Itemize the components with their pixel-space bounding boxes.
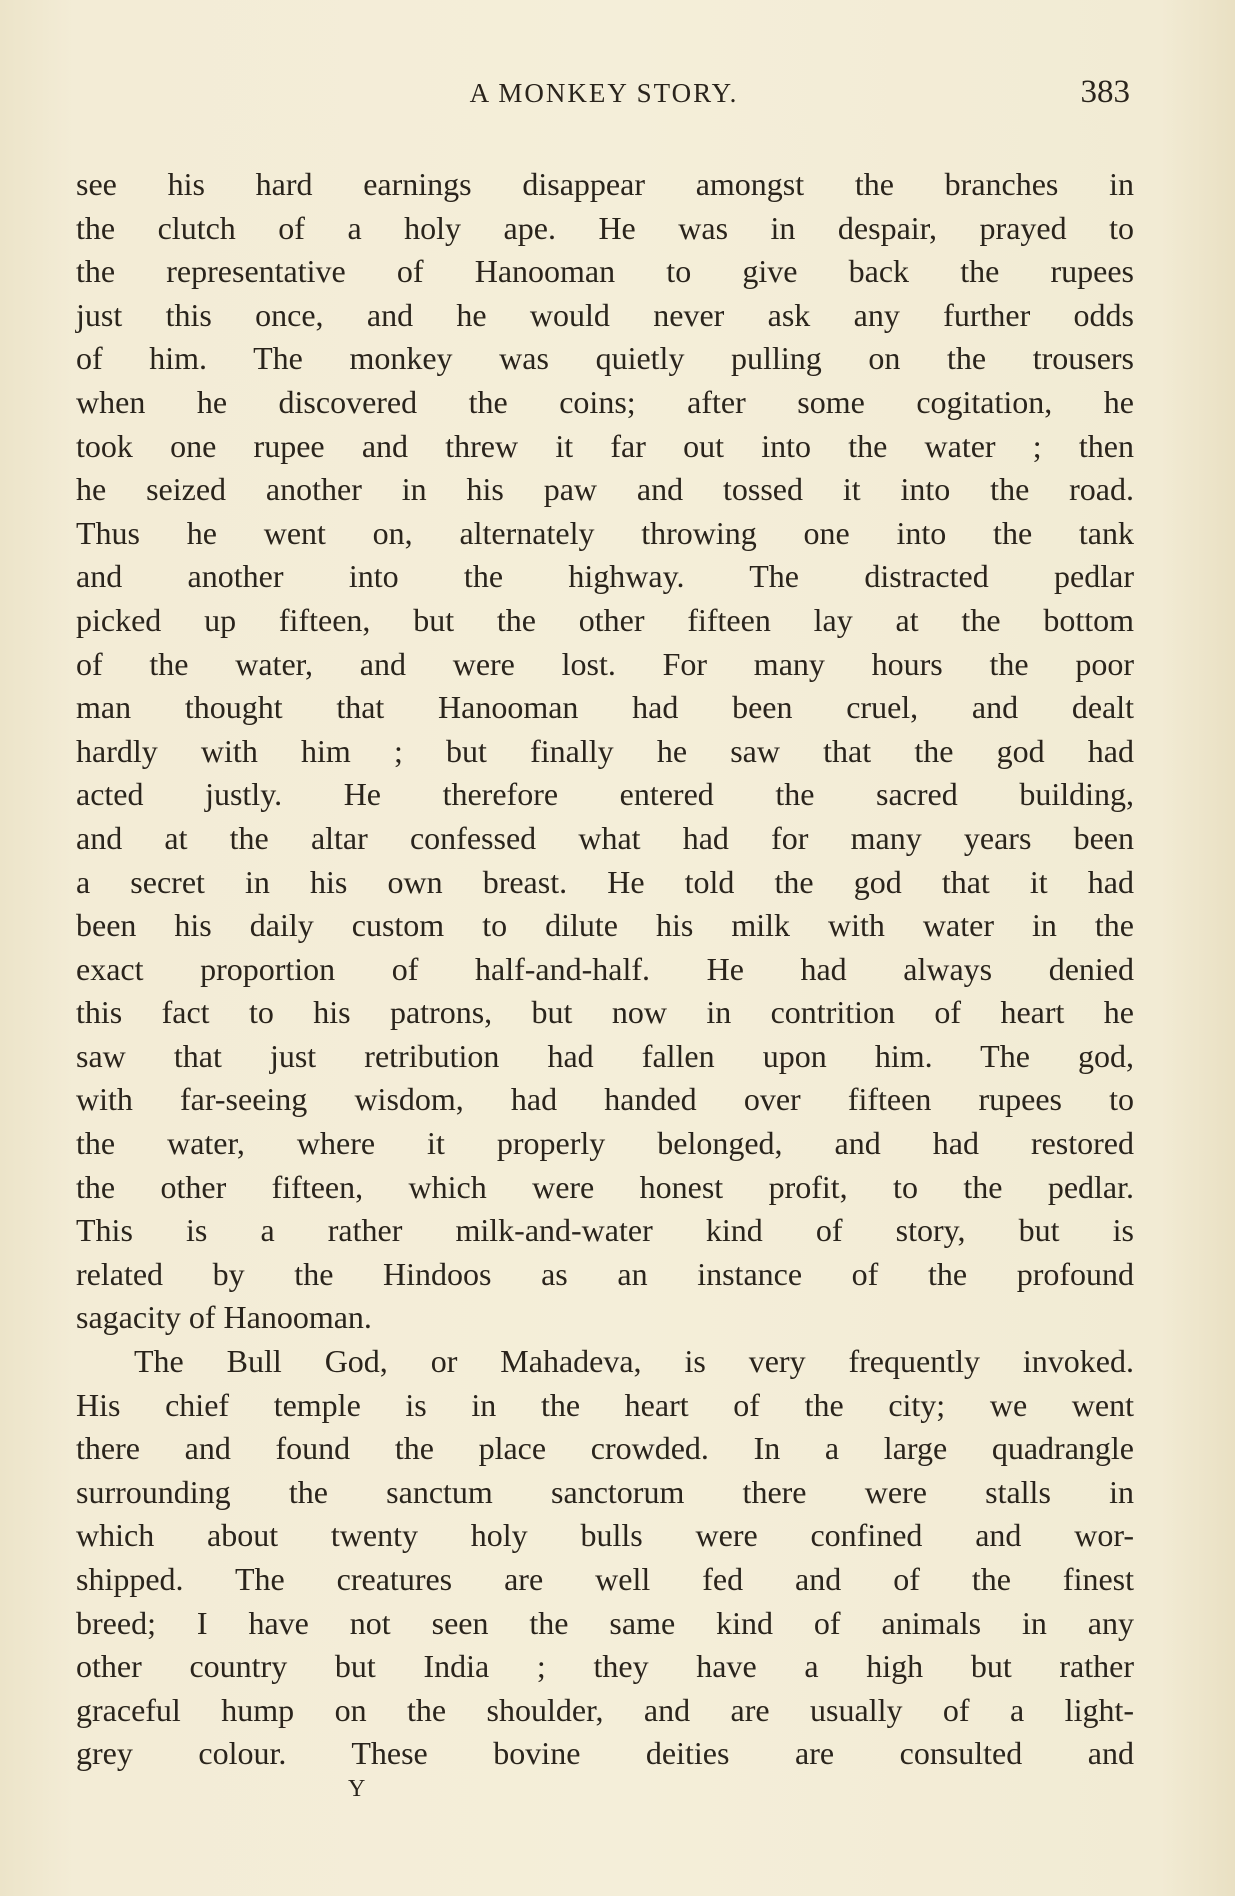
text-line: took one rupee and threw it far out into the water ; then <box>76 427 1134 464</box>
text-line: This is a rather milk-and-water kind of story, but is <box>76 1212 1134 1249</box>
text-line: the other fifteen, which were honest profit, to the pedlar. <box>76 1168 1134 1205</box>
body-text <box>76 163 1134 1776</box>
text-line: other country but India ; they have a high but rather <box>76 1648 1134 1685</box>
text-line: related by the Hindoos as an instance of the profound <box>76 1255 1134 1292</box>
text-line: Thus he went on, alternately throwing one into the tank <box>76 514 1134 551</box>
text-line: the clutch of a holy ape. He was in despair, prayed to <box>76 209 1134 246</box>
signature-mark: Y <box>348 1776 366 1802</box>
text-line: hardly with him ; but finally he saw that the god had <box>76 732 1134 769</box>
text-line: he seized another in his paw and tossed it into the road. <box>76 471 1134 508</box>
text-line: the water, where it properly belonged, and had restored <box>76 1125 1134 1162</box>
text-line: which about twenty holy bulls were confined and wor- <box>76 1517 1134 1554</box>
text-line: this fact to his patrons, but now in contrition of heart he <box>76 994 1134 1031</box>
text-line: just this once, and he would never ask any further odds <box>76 296 1134 333</box>
text-line: and at the altar confessed what had for many years been <box>76 819 1134 856</box>
text-line: graceful hump on the shoulder, and are usually of a light- <box>76 1691 1134 1728</box>
text-line: there and found the place crowded. In a large quadrangle <box>76 1430 1134 1467</box>
text-line: picked up fifteen, but the other fifteen lay at the bottom <box>76 601 1134 638</box>
text-line: surrounding the sanctum sanctorum there were stalls in <box>76 1473 1134 1510</box>
text-line: sagacity of Hanooman. <box>76 1299 372 1336</box>
text-line: grey colour. These bovine deities are consulted and <box>76 1735 1134 1772</box>
page-number: 383 <box>1080 74 1130 110</box>
text-line: His chief temple is in the heart of the city; we went <box>76 1386 1134 1423</box>
text-line: exact proportion of half-and-half. He had always denied <box>76 950 1134 987</box>
text-line: of the water, and were lost. For many hours the poor <box>76 645 1134 682</box>
text-line: been his daily custom to dilute his milk with water in the <box>76 907 1134 944</box>
text-line: man thought that Hanooman had been cruel, and dealt <box>76 689 1134 726</box>
text-line: when he discovered the coins; after some cogitation, he <box>76 383 1134 420</box>
text-line: with far-seeing wisdom, had handed over fifteen rupees to <box>76 1081 1134 1118</box>
text-line: shipped. The creatures are well fed and of the finest <box>76 1561 1134 1597</box>
text-line: acted justly. He therefore entered the sacred building, <box>76 776 1134 813</box>
text-line: see his hard earnings disappear amongst the branches in <box>76 166 1134 202</box>
text-line: of him. The monkey was quietly pulling on the trousers <box>76 340 1134 377</box>
text-line: the representative of Hanooman to give back the rupees <box>76 253 1134 290</box>
page-header <box>78 74 1130 118</box>
text-line: a secret in his own breast. He told the god that it had <box>76 863 1134 900</box>
text-line: saw that just retribution had fallen upon him. The god, <box>76 1037 1134 1074</box>
text-line: breed; I have not seen the same kind of animals in any <box>76 1604 1134 1641</box>
text-line: The Bull God, or Mahadeva, is very frequently invoked. <box>134 1343 1134 1380</box>
running-title: A MONKEY STORY. <box>469 78 739 108</box>
text-line: and another into the highway. The distracted pedlar <box>76 558 1134 595</box>
